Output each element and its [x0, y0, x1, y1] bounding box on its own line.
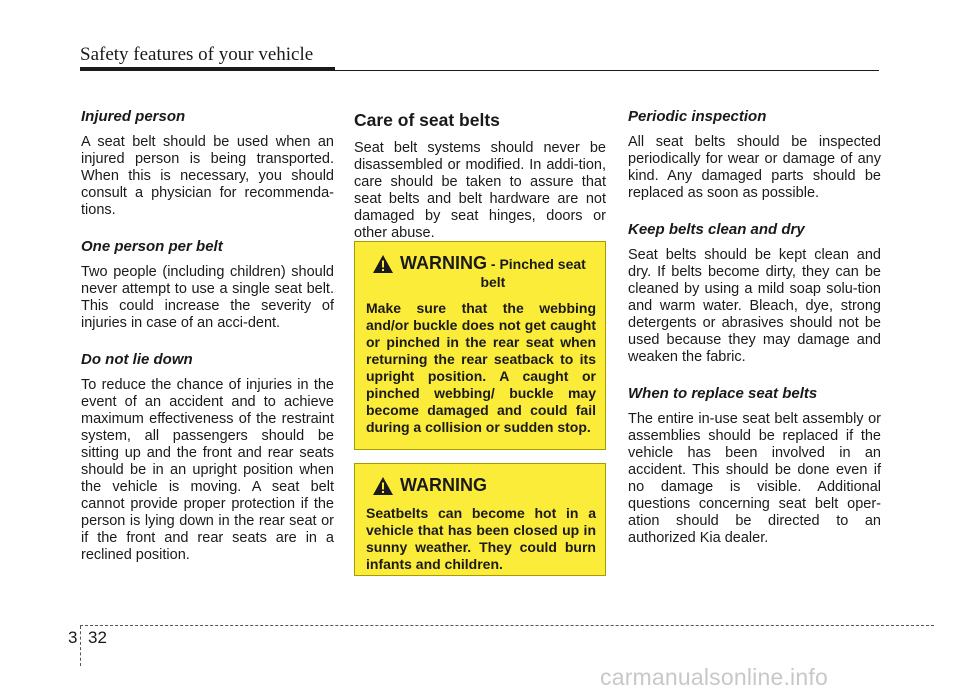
paragraph: To reduce the chance of injuries in the event of an accident and to achieve maximum effectiveness of the restraint system, all passengers should be sitting up and the front and rear seats should be in an upright position when the vehicle is moving. A seat belt cannot provide proper protection if the person is lying down in the rear seat or if the front and rear seats are in a reclined position.	[81, 377, 334, 563]
section-injured-person	[81, 108, 334, 219]
paragraph: Seat belt systems should never be disassembled or modified. In addi-tion, care should be taken to assure that seat belts and belt hardware are not damaged by seat hinges, doors or other abuse.	[354, 140, 606, 241]
subheading: One person per belt	[81, 238, 223, 255]
warning-box-pinched-seat-belt	[354, 241, 606, 450]
column-middle	[354, 108, 606, 261]
warning-text: Make sure that the webbing and/or buckle does not get caught or pinched in the rear seat when returning the rear seatback to its upright position. A caught or pinched webbing/ buckle may become damaged and could fail during a collision or sudden stop.	[366, 300, 596, 435]
header-rule	[80, 67, 335, 71]
column-right	[628, 108, 881, 566]
warning-subtitle-line2: belt	[480, 274, 506, 290]
warning-text: Seatbelts can become hot in a vehicle that has been closed up in sunny weather. They could burn infants and children.	[366, 505, 596, 572]
watermark: carmanualsonline.info	[600, 664, 828, 690]
warning-triangle-icon	[372, 254, 394, 274]
warning-box-hot-seatbelts	[354, 463, 606, 576]
subheading: Injured person	[81, 108, 186, 125]
footer-divider	[80, 626, 81, 666]
warning-label: WARNING	[400, 475, 487, 495]
paragraph: Two people (including children) should never attempt to use a single seat belt. This could increase the severity of injuries in case of an acci-dent.	[81, 264, 334, 331]
warning-header	[366, 252, 596, 291]
column-left	[81, 108, 334, 583]
section-periodic-inspection	[628, 108, 881, 202]
warning-header	[366, 474, 596, 496]
paragraph: Seat belts should be kept clean and dry. If belts become dirty, they can be cleaned by using a mild soap solu-tion and warm water. Bleach, dye, strong detergents or abrasives should not be used because they may damage and weaken the fabric.	[628, 247, 881, 365]
warning-label: WARNING	[400, 253, 487, 273]
section-do-not-lie-down	[81, 351, 334, 564]
page-number: 32	[88, 628, 107, 647]
warning-subtitle: - Pinched seat	[487, 256, 586, 272]
section-one-person-per-belt	[81, 238, 334, 332]
footer-rule	[80, 625, 934, 626]
section-keep-belts-clean	[628, 221, 881, 366]
subheading: Periodic inspection	[628, 108, 767, 125]
section-when-to-replace	[628, 385, 881, 547]
page-header-title: Safety features of your vehicle	[80, 44, 314, 65]
subheading: When to replace seat belts	[628, 385, 818, 402]
paragraph: The entire in-use seat belt assembly or assemblies should be replaced if the vehicle has been involved in an accident. This should be done even if no damage is visible. Additional questions concerning seat belt oper-ation should be directed to an authorized Kia dealer.	[628, 411, 881, 546]
paragraph: All seat belts should be inspected periodically for wear or damage of any kind. Any damaged parts should be replaced as soon as possible.	[628, 134, 881, 201]
subheading: Keep belts clean and dry	[628, 221, 805, 238]
chapter-number: 3	[68, 628, 78, 647]
subheading: Do not lie down	[81, 351, 193, 368]
paragraph: A seat belt should be used when an injured person is being transported. When this is necessary, you should consult a physician for recommenda-tions.	[81, 134, 334, 218]
section-heading: Care of seat belts	[354, 110, 500, 130]
header-rule-thin	[335, 70, 879, 71]
warning-triangle-icon	[372, 476, 394, 496]
